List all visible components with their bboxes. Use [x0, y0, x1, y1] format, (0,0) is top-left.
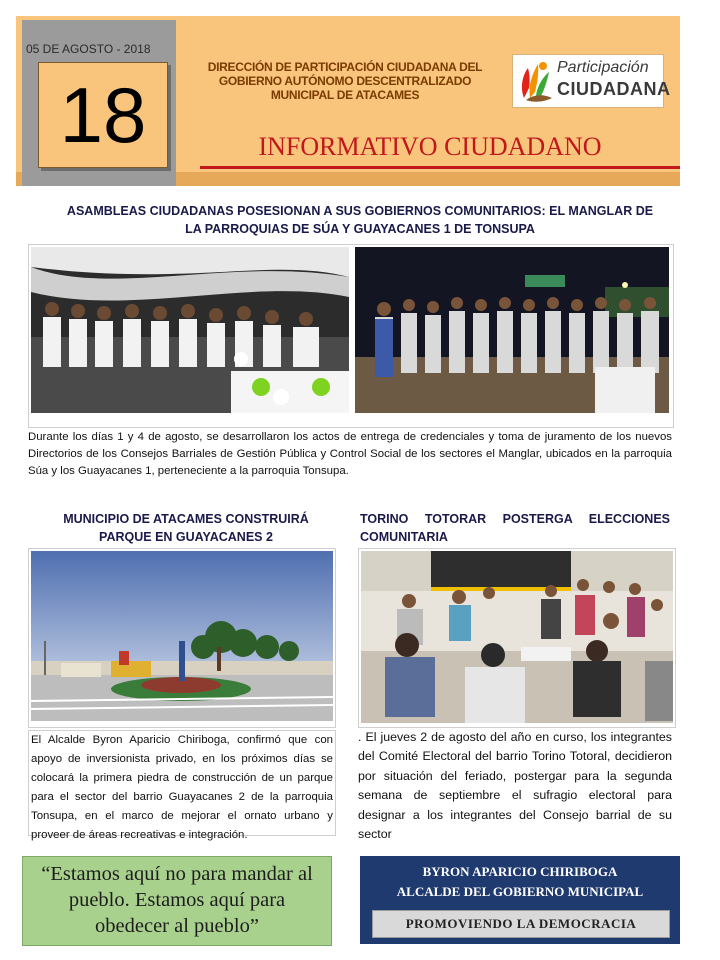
night-assembly-photo [355, 247, 669, 413]
department-line: GOBIERNO AUTÓNOMO DESCENTRALIZADO [218, 74, 472, 88]
logo-text-top: Participación [557, 59, 649, 76]
park-rendering-photo [31, 551, 333, 721]
mayor-name: BYRON APARICIO CHIRIBOGA [422, 864, 618, 879]
article1-headline: ASAMBLEAS CIUDADANAS POSESIONAN A SUS GOBIERNOS COMUNITARIOS: EL MANGLAR DE LA PARROQUIAS DE SÚA Y GUAYACANES 1 DE TONSUPA [66, 204, 654, 236]
article2-headline: MUNICIPIO DE ATACAMES CONSTRUIRÁ PARQUE EN GUAYACANES 2 [63, 512, 309, 544]
article3-headline: TORINO TOTORAR POSTERGA ELECCIONES [360, 512, 670, 526]
logo-text-bottom: CIUDADANA [557, 79, 671, 99]
mayor-quote: “Estamos aquí no para mandar al pueblo. Estamos aquí para obedecer al pueblo” [41, 863, 313, 937]
article2-photo-frame [28, 548, 336, 728]
motto-box [372, 910, 670, 938]
issue-date: 05 DE AGOSTO - 2018 [26, 42, 151, 56]
article2-body: El Alcalde Byron Aparicio Chiriboga, confirmó que con apoyo de inversionista privado, en los próximos días se colocará la primera piedra de construcción de un parque para el sector del barrio Guayacanes 2 de la parroquia Tonsupa, en el marco de mejorar el ornato urbano y proveer de áreas recreativas e integración. [28, 730, 336, 836]
motto: PROMOVIENDO LA DEMOCRACIA [405, 916, 637, 931]
department-line: MUNICIPAL DE ATACAMES [270, 88, 420, 102]
department-name [190, 60, 500, 102]
title-underline [200, 166, 680, 169]
issue-number-box [38, 62, 168, 168]
quote-box [22, 856, 332, 946]
article3-headline-end: COMUNITARIA [360, 530, 448, 544]
participacion-logo [512, 54, 671, 108]
assembly-tent-photo [31, 247, 349, 413]
department-line: DIRECCIÓN DE PARTICIPACIÓN CIUDADANA DEL [207, 60, 483, 74]
article3-body: . El jueves 2 de agosto del año en curso, los integrantes del Comité Electoral del barrio Torino Totoral, decidieron por situación del feriado, postergar para la segunda semana de septiembre el sufragio electoral para designar a los integrantes del Consejo barrial de su sector [358, 730, 672, 842]
hands-logo-icon [516, 58, 556, 104]
article3-photo-frame [358, 548, 676, 728]
issue-number: 18 [59, 71, 147, 159]
committee-meeting-photo [361, 551, 673, 723]
mayor-role: ALCALDE DEL GOBIERNO MUNICIPAL [396, 884, 644, 899]
newsletter-title: INFORMATIVO CIUDADANO [258, 132, 602, 161]
article1-photo-frame [28, 244, 674, 428]
article1-body: Durante los días 1 y 4 de agosto, se desarrollaron los actos de entrega de credenciales y toma de juramento de los nuevos Directorios de los Consejos Barriales de Gestión Pública y Control Social de los sectores el Manglar, ubicados en la parroquia Súa y los Guayacanes 1, perteneciente a la parroquia Tonsupa. [28, 431, 672, 477]
mayor-box [360, 856, 680, 944]
